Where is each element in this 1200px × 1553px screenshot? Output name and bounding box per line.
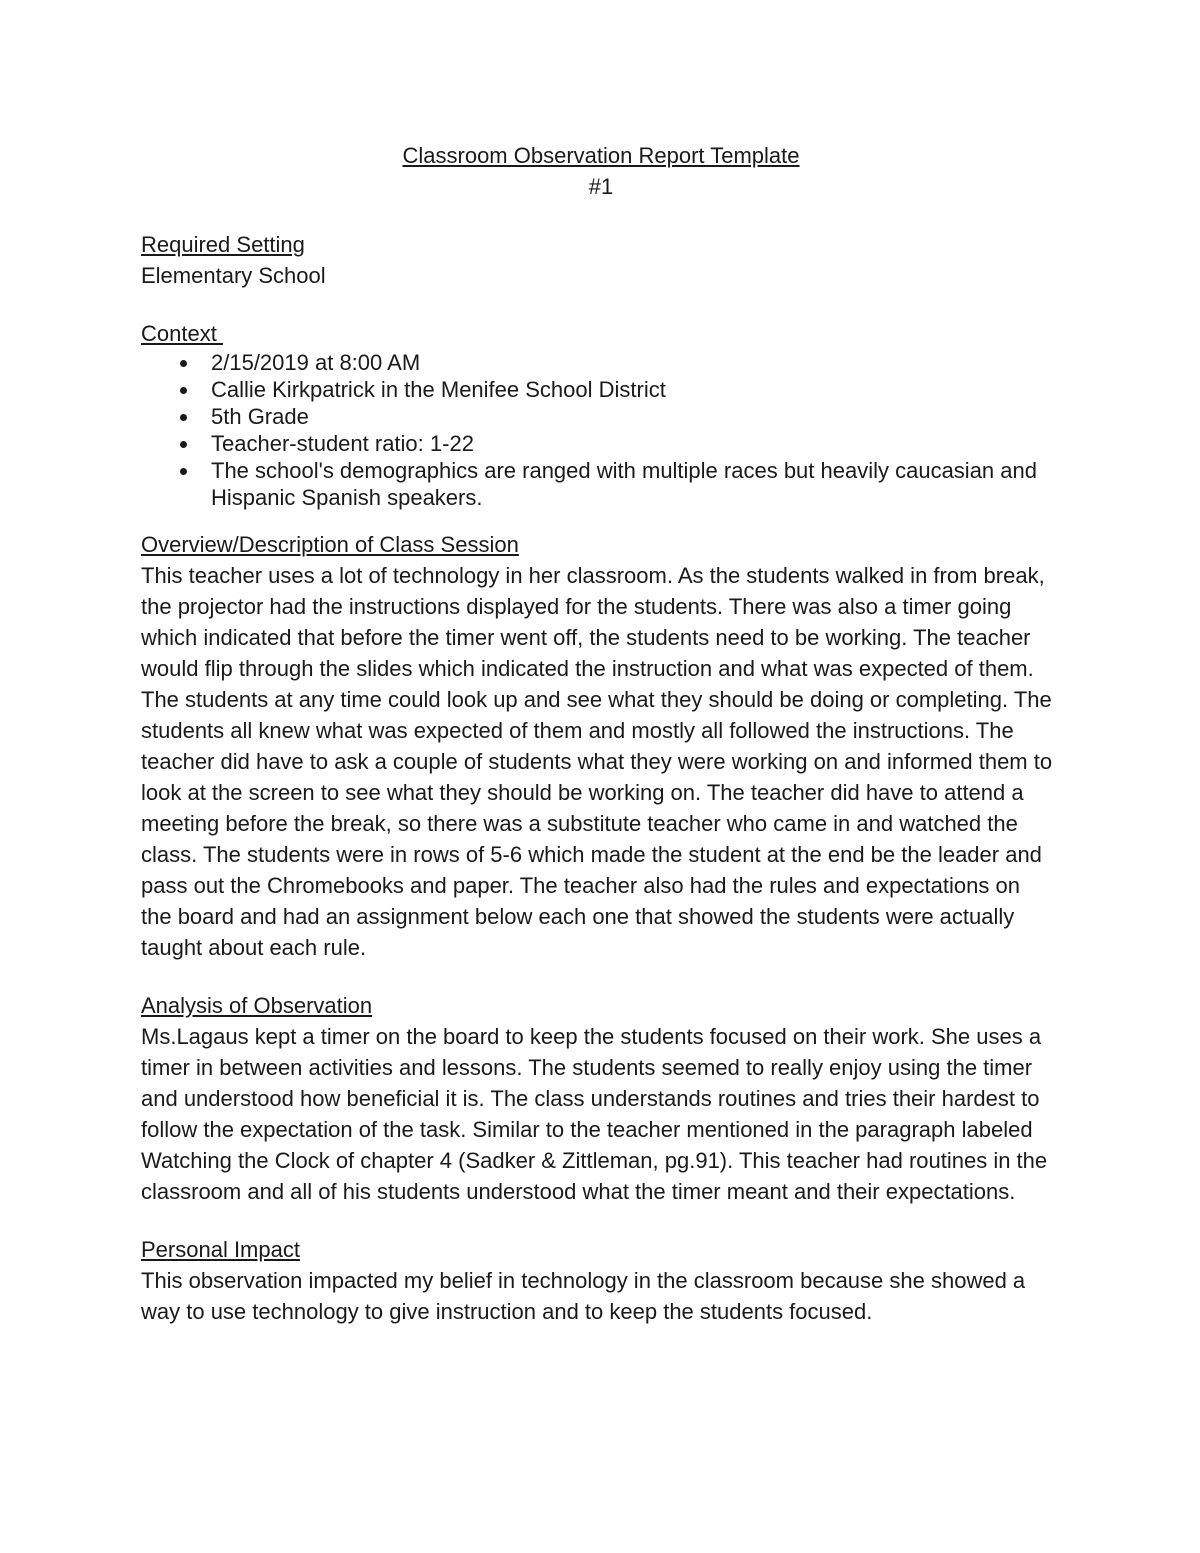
overview-heading: Overview/Description of Class Session [141, 532, 519, 557]
context-item-teacher: Callie Kirkpatrick in the Menifee School District [141, 376, 1061, 403]
personal-impact-body: This observation impacted my belief in technology in the classroom because she showed a way to use technology to give instruction and to keep the students focused. [141, 1268, 1026, 1324]
context-item-ratio: Teacher-student ratio: 1-22 [141, 430, 1061, 457]
analysis-body: Ms.Lagaus kept a timer on the board to keep the students focused on their work. She uses a timer in between activities and lessons. The students seemed to really enjoy using the timer and understood how beneficial it is. The class understands routines and tries their hardest to follow the expectation of the task. Similar to the teacher mentioned in the paragraph labeled Watching the Clock of chapter 4 (Sadker & Zittleman, pg.91). This teacher had routines in the classroom and all of his students understood what the timer meant and their expectations. [141, 1024, 1048, 1204]
required-setting-heading: Required Setting [141, 232, 305, 257]
analysis-heading: Analysis of Observation [141, 993, 373, 1018]
document-page [141, 140, 1061, 1327]
context-item-date: 2/15/2019 at 8:00 AM [141, 349, 1061, 376]
document-subtitle: #1 [588, 174, 614, 199]
context-item-demographics: The school's demographics are ranged with multiple races but heavily caucasian and Hispanic Spanish speakers. [141, 457, 1061, 511]
personal-impact-heading: Personal Impact [141, 1237, 300, 1262]
overview-body: This teacher uses a lot of technology in her classroom. As the students walked in from break, the projector had the instructions displayed for the students. There was also a timer going which indicated that before the timer went off, the students need to be working. The teacher would flip through the slides which indicated the instruction and what was expected of them. The students at any time could look up and see what they should be doing or completing. The students all knew what was expected of them and mostly all followed the instructions. The teacher did have to ask a couple of students what they were working on and informed them to look at the screen to see what they should be working on. The teacher did have to attend a meeting before the break, so there was a substitute teacher who came in and watched the class. The students were in rows of 5-6 which made the student at the end be the leader and pass out the Chromebooks and paper. The teacher also had the rules and expectations on the board and had an assignment below each one that showed the students were actually taught about each rule. [141, 563, 1053, 960]
required-setting-value: Elementary School [141, 263, 326, 288]
context-list [141, 349, 1061, 511]
context-item-grade: 5th Grade [141, 403, 1061, 430]
document-title: Classroom Observation Report Template [402, 143, 800, 168]
context-heading: Context [141, 321, 223, 346]
